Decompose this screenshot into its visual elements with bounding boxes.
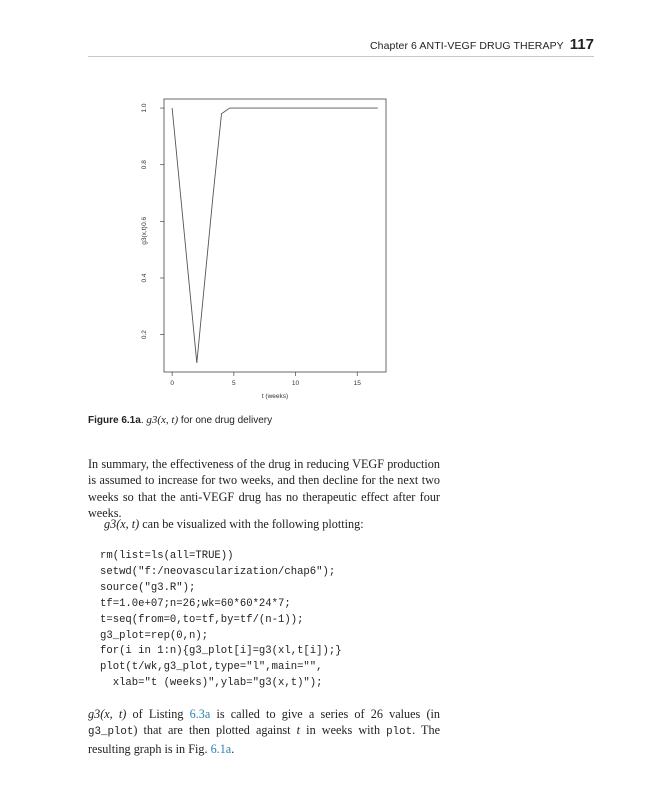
code-line: g3_plot=rep(0,n); [100,629,209,642]
inline-math: g3(x, t) [104,517,140,531]
code-line: setwd("f:/neovascularization/chap6"); [100,565,336,578]
caption-text: for one drug delivery [178,415,273,426]
y-tick-label: 0.4 [141,273,148,283]
code-line: rm(list=ls(all=TRUE)) [100,550,234,562]
chart [88,90,398,410]
x-tick-label: 10 [291,380,300,387]
paragraph-text: . [231,741,235,756]
paragraph-text: . The resulting graph is in Fig. [88,723,440,756]
chapter-title: Chapter 6 ANTI-VEGF DRUG THERAPY [369,40,564,52]
code-listing [100,549,342,692]
inline-code: g3_plot [88,726,134,739]
caption-math: g3(x, t) [146,414,179,426]
y-tick-label: 1.0 [141,103,148,113]
header-rule [88,56,594,57]
series [172,108,378,363]
code-line: source("g3.R"); [100,581,196,594]
page-number: 117 [569,36,594,53]
y-tick-label: 0.8 [141,160,148,170]
figure-label: Figure 6.1a [88,415,141,426]
figure-link[interactable]: 6.1a [210,741,232,756]
axis-ticks [141,103,361,387]
plot-frame [164,99,386,372]
paragraph-text: of Listing [126,707,190,721]
running-header [0,36,594,56]
inline-math: t [296,723,301,738]
paragraph-text: in weeks with [300,723,387,738]
code-line: plot(t/wk,g3_plot,type="l",main="", [100,661,323,674]
code-line: for(i in 1:n){g3_plot[i]=g3(xl,t[i]);} [100,645,342,658]
series-line [172,108,378,363]
paragraph-explanation [88,706,440,757]
x-axis-label: t (weeks) [261,393,289,400]
y-tick-label: 0.2 [141,330,148,340]
paragraph-summary: In summary, the effectiveness of the drug in reducing VEGF production is assumed to increase for two weeks, and then decline for the next two weeks so that the anti-VEGF drug has no therapeutic effect after four weeks. [88,457,440,521]
x-tick-label: 5 [232,380,236,387]
code-line: t=seq(from=0,to=tf,by=tf/(n-1)); [100,613,304,626]
x-tick-label: 0 [170,380,174,387]
figure-caption: Figure 6.1a. g3(x, t) for one drug delivery [88,414,273,426]
paragraph-text: is called to give a series of 26 values (in [210,707,441,721]
paragraph-text: ) that are then plotted against [133,723,297,738]
inline-math: g3(x, t) [88,707,127,721]
inline-code: plot [386,726,413,739]
y-tick-label: 0.6 [141,216,148,226]
code-line: xlab="t (weeks)",ylab="g3(x,t)"); [100,677,323,690]
paragraph-text: can be visualized with the following plotting: [139,517,364,531]
listing-link[interactable]: 6.3a [189,707,211,721]
y-axis-label: g3(x,t) [141,226,148,245]
paragraph-intro-code [88,516,440,532]
code-line: tf=1.0e+07;n=26;wk=60*60*24*7; [100,597,291,610]
x-tick-label: 15 [353,380,361,387]
